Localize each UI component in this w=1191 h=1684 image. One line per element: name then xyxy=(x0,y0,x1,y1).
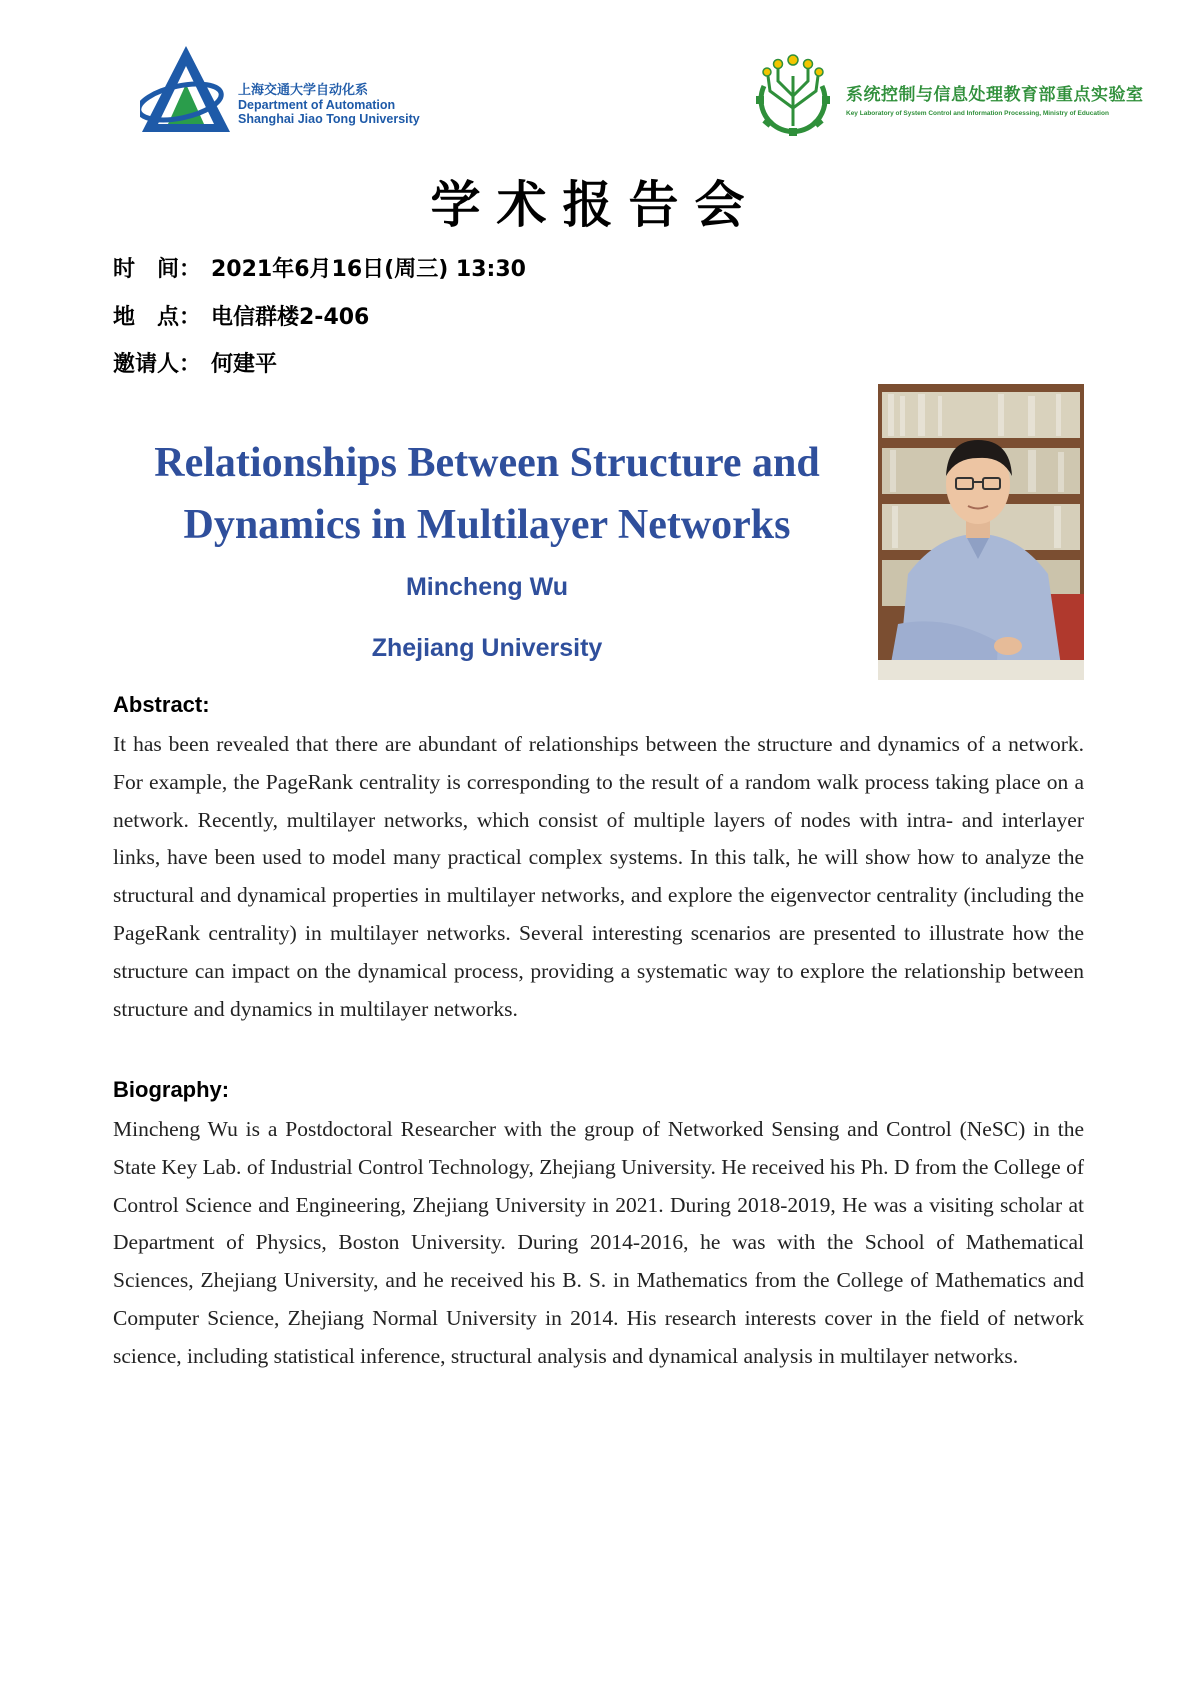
sjtu-triangle-logo-icon xyxy=(140,44,232,134)
talk-title-line2: Dynamics in Multilayer Networks xyxy=(183,502,791,548)
host-label: 邀请人： xyxy=(113,352,202,377)
abstract-heading: Abstract: xyxy=(113,692,210,717)
sjtu-department-logo xyxy=(140,44,440,134)
speaker-affiliation: Zhejiang University xyxy=(371,634,603,662)
talk-title xyxy=(113,432,861,556)
talk-title-line1: Relationships Between Structure and xyxy=(154,440,820,486)
gear-circuit-logo-icon xyxy=(750,46,836,138)
key-lab-name-en: Key Laboratory of System Control and Information Processing, Ministry of Education xyxy=(846,110,1109,117)
page-title: 学术报告会 xyxy=(430,175,761,234)
key-lab-logo-text xyxy=(846,80,1144,117)
host-value: 何建平 xyxy=(211,352,278,377)
time-value: 2021年6月16日(周三) 13:30 xyxy=(211,257,526,282)
biography-text: Mincheng Wu is a Postdoctoral Researcher with the group of Networked Sensing and Control (NeSC) in the State Key Lab. of Industrial Control Technology, Zhejiang University. He received his Ph. D from the College of Control Science and Engineering, Zhejiang University in 2021. During 2018-2019, He was a visiting scholar at Department of Physics, Boston University. During 2014-2016, he was with the School of Mathematical Sciences, Zhejiang University, and he received his B. S. in Mathematics from the College of Mathematics and Computer Science, Zhejiang Normal University in 2014. His research interests cover in the field of network science, including statistical inference, structural analysis and dynamical analysis in multilayer networks. xyxy=(113,1117,1084,1368)
info-time xyxy=(113,252,526,283)
key-lab-logo xyxy=(750,46,1150,142)
speaker-photo-image xyxy=(878,384,1084,680)
key-lab-name-cn: 系统控制与信息处理教育部重点实验室 xyxy=(846,85,1144,105)
speaker-name: Mincheng Wu xyxy=(405,573,569,601)
place-value: 电信群楼2-406 xyxy=(211,305,370,330)
sjtu-name-cn: 上海交通大学自动化系 xyxy=(238,83,369,98)
sjtu-logo-text xyxy=(238,84,420,126)
info-place xyxy=(113,300,369,331)
biography-heading: Biography: xyxy=(113,1077,230,1102)
info-host xyxy=(113,347,277,378)
abstract-text: It has been revealed that there are abundant of relationships between the structure and dynamics of a network. For example, the PageRank centrality is corresponding to the result of a random walk process taking place on a network. Recently, multilayer networks, which consist of multiple layers of nodes with intra- and interlayer links, have been used to model many practical complex systems. In this talk, he will show how to analyze the structural and dynamical properties in multilayer networks, and explore the eigenvector centrality (including the PageRank centrality) in multilayer networks. Several interesting scenarios are presented to illustrate how the structure can impact on the dynamical process, providing a systematic way to explore the relationship between structure and dynamics in multilayer networks. xyxy=(113,732,1084,1021)
speaker-photo xyxy=(878,384,1084,680)
sjtu-name-en-line2: Shanghai Jiao Tong University xyxy=(238,112,420,126)
place-label: 地 点： xyxy=(113,305,202,330)
time-label: 时 间： xyxy=(113,257,202,282)
sjtu-name-en-line1: Department of Automation xyxy=(238,98,396,112)
